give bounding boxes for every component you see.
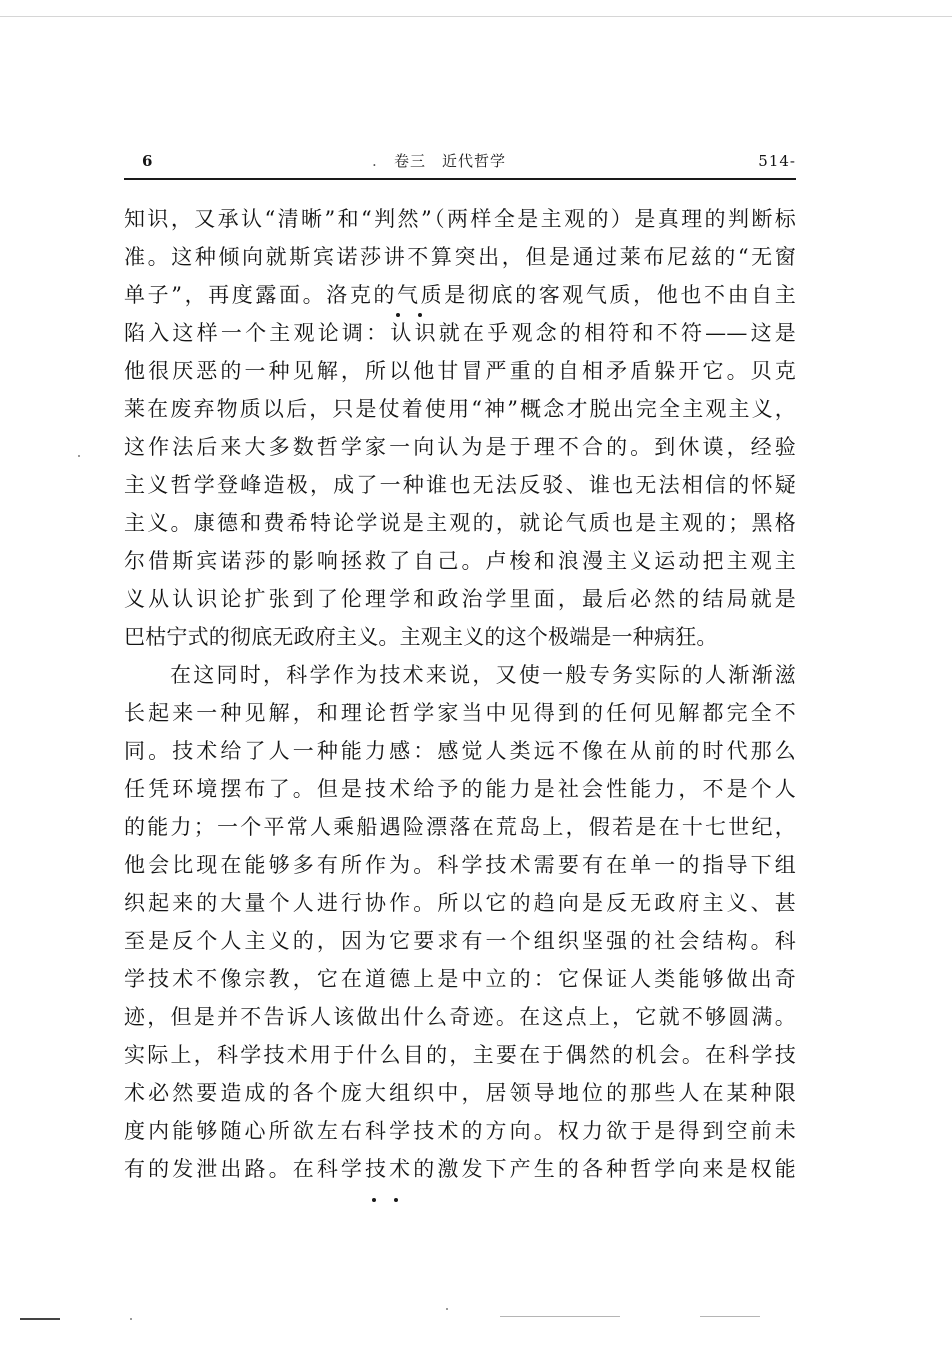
text-line: 他会比现在能够多有所作为。科学技术需要有在单一的指导下组 — [124, 853, 796, 877]
paragraph-first-line: 在这同时，科学作为技术来说，又使一般专务实际的人渐渐滋 — [170, 663, 796, 687]
text-line: 尔借斯宾诺莎的影响拯救了自己。卢梭和浪漫主义运动把主观主 — [124, 549, 796, 573]
page-number: 6 — [142, 152, 153, 170]
text-line: 至是反个人主义的，因为它要求有一个组织坚强的社会结构。科 — [124, 929, 796, 953]
text-line: 主义。康德和费希特论学说是主观的，就论气质也是主观的；黑格 — [124, 511, 796, 535]
scan-speck — [446, 1308, 448, 1310]
text-line: 知识，又承认“清晰”和“判然”（两样全是主观的）是真理的判断标 — [124, 207, 796, 231]
text-line: 他很厌恶的一种见解，所以他甘冒严重的自相矛盾躲开它。贝克 — [124, 359, 796, 383]
text-line: 义从认识论扩张到了伦理学和政治学里面，最后必然的结局就是 — [124, 587, 796, 611]
body-text — [124, 200, 796, 1188]
scan-speck — [78, 455, 80, 457]
text-line: 度内能够随心所欲左右科学技术的方向。权力欲于是得到空前未 — [124, 1119, 796, 1143]
header-rule — [124, 178, 796, 180]
text-line: 准。这种倾向就斯宾诺莎讲不算突出，但是通过莱布尼兹的“无窗 — [124, 245, 796, 269]
scan-bottom-mark — [500, 1316, 620, 1317]
folio-number: 514- — [758, 152, 796, 170]
text-line: 莱在废弃物质以后，只是仗着使用“神”概念才脱出完全主观主义， — [124, 397, 796, 421]
text-line: 巴枯宁式的彻底无政府主义。主观主义的这个极端是一种病狂。 — [124, 625, 718, 649]
text-line: 的能力；一个平常人乘船遇险漂落在荒岛上，假若是在十七世纪， — [124, 815, 796, 839]
text-line: 迹，但是并不告诉人该做出什么奇迹。在这点上，它就不够圆满。 — [124, 1005, 796, 1029]
text-line: 有的发泄出路。在科学技术的激发下产生的各种哲学向来是权能 — [124, 1157, 796, 1181]
scan-bottom-mark — [20, 1318, 60, 1320]
text-line: 织起来的大量个人进行协作。所以它的趋向是反无政府主义、甚 — [124, 891, 796, 915]
emphasis-dot — [372, 1198, 376, 1202]
emphasis-dot — [394, 1198, 398, 1202]
text-line: 陷入这样一个主观论调：认识就在乎观念的相符和不符——这是 — [124, 321, 796, 345]
text-line: 单子”，再度露面。洛克的气质是彻底的客观气质，他也不由自主 — [124, 283, 796, 307]
header-dot-mark: . — [372, 152, 377, 170]
scan-bottom-mark — [700, 1316, 760, 1317]
scan-top-border — [0, 16, 952, 17]
text-line: 任凭环境摆布了。但是技术给予的能力是社会性能力，不是个人 — [124, 777, 796, 801]
text-line: 学技术不像宗教，它在道德上是中立的：它保证人类能够做出奇 — [124, 967, 796, 991]
page-header — [124, 150, 796, 180]
text-line: 长起来一种见解，和理论哲学家当中见得到的任何见解都完全不 — [124, 701, 796, 725]
text-line: 主义哲学登峰造极，成了一种谁也无法反驳、谁也无法相信的怀疑 — [124, 473, 796, 497]
emphasis-dot — [396, 313, 400, 317]
emphasis-dot — [418, 313, 422, 317]
text-line: 同。技术给了人一种能力感：感觉人类远不像在从前的时代那么 — [124, 739, 796, 763]
running-head: 卷三 近代哲学 — [394, 152, 507, 170]
scan-speck — [130, 1318, 132, 1320]
text-line: 实际上，科学技术用于什么目的，主要在于偶然的机会。在科学技 — [124, 1043, 796, 1067]
text-line: 这作法后来大多数哲学家一向认为是于理不合的。到休谟，经验 — [124, 435, 796, 459]
text-line: 术必然要造成的各个庞大组织中，居领导地位的那些人在某种限 — [124, 1081, 796, 1105]
